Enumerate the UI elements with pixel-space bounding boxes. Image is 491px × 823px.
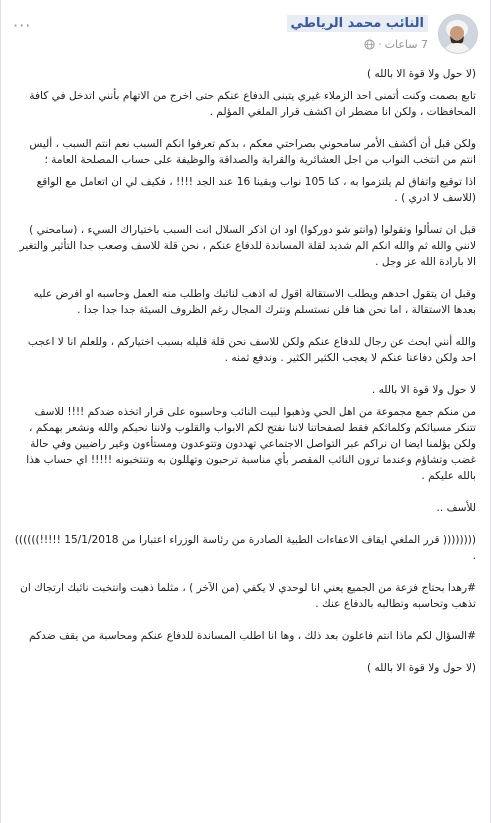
post-paragraph: وقبل ان يتقول احدهم ويطلب الاستقالة اقول له اذهب لنائبك واطلب منه العمل وحاسبه او افرض عليه بعدها الاستقالة ، اما نحن هنا فلن نستسلم ونترك المجال رغم الظروف السيئة جدا جدا جدا .: [33, 288, 476, 316]
avatar-image: [438, 15, 477, 54]
post-header: [13, 12, 478, 60]
author-avatar[interactable]: [438, 14, 478, 54]
post-paragraph: (لا حول ولا قوة الا بالله ): [366, 662, 476, 674]
post-paragraph: (((((((( قرر الملغي ايقاف الاعفاءات الطبية الصادرة من رئاسة الوزراء اعتبارا من 15/1/2018 !!!!!)))))) .: [14, 534, 476, 562]
post-paragraph: والله أنني ابحث عن رجال للدفاع عنكم ولكن للاسف نحن قلة قليله بسبب اختياركم ، وللعلم انا لا اعجب احد ولكن دفاعنا عنكم لا يعجب الكثير الكثير . وندفع ثمنه .: [27, 336, 476, 364]
post-text: [13, 66, 476, 682]
post-paragraph: اذا توقيع واتفاق لم يلتزموا به ، كنا 105 نواب وبقينا 16 عند الجد !!!! ، فكيف لي ان اتعامل مع الواقع (للاسف لا ادري ) .: [36, 176, 476, 204]
more-options-icon[interactable]: ···: [13, 16, 32, 35]
author-name-link[interactable]: النائب محمد الرياطي: [287, 15, 428, 32]
post-time[interactable]: 7 ساعات: [384, 38, 428, 51]
globe-icon: [364, 39, 375, 50]
post-paragraph: لا حول ولا قوة الا بالله .: [371, 384, 476, 396]
post-paragraph: تابع بصمت وكنت أتمنى احد الزملاء غيري يتبنى الدفاع عنكم حتى اخرج من الاتهام بأنني اتدخل في كافة المحافظات ، ولكن انا مضطر ان اكشف قرار الملغي المؤلم .: [29, 90, 476, 118]
post-paragraph: قبل ان تسألوا وتقولوا (وانتو شو دوركوا) اود ان اذكر السلال انت السبب باختياراك السيء ، (سامحني ) لانني والله ثم والله انكم الم شديد لقلة المساندة للدفاع عنكم ، نحن قلة للاسف وصعب جدا التأثير والتغير الا بارادة الله عز وجل .: [19, 224, 476, 268]
post-paragraph: (لا حول ولا قوة الا بالله ): [366, 68, 476, 80]
post-paragraph: من منكم جمع مجموعة من اهل الحي وذهبوا لبيت النائب وحاسبوه على قرار اتخذه ضدكم !!!! للاسف تتنكر مسبائكم وكلمائكم فقط لصفحاتنا لاننا نفتح لكم الابواب والقلوب ولاننا نحبكم والله ونشعر بهمكم ، ولكن يؤلمنا ايضا ان نراكم عبر التواصل الاجتماعي تهددون وتتوعدون ومستأءون وغير راضيين وفي حالة غضب وتشاؤم وعندما ترون النائب المقصر بأي مناسبة ترحبون وتهللون به وتنتخبونه !!!!! اي حساب هذا بالله عليكم .: [26, 406, 476, 482]
hashtag-paragraph: #رهدا بحتاج فزعة من الجميع يعني انا لوحدي لا يكفي (من الآخر ) ، مثلما ذهبت وانتخبت نائبك ارتجاك ان تذهب وتحاسبه وتطالبه بالدفاع عنك .: [20, 582, 476, 610]
hashtag-paragraph: #السؤال لكم ماذا انتم فاعلون بعد ذلك ، وها انا اطلب المساندة للدفاع عنكم ومحاسبة من يقف ضدكم: [29, 630, 476, 642]
post-paragraph: للأسف ..: [436, 502, 476, 514]
post-meta: 7 ساعات ·: [364, 38, 428, 51]
post-paragraph: ولكن قبل أن أكشف الأمر سامحوني بصراحتي معكم ، بدكم تعرفوا انكم السبب نعم انتم السبب ، أليس انتم من انتخب النواب من اجل العشائرية والقرابة والصداقة والوظيفة على حساب المصلحة العامة ؛: [29, 138, 476, 166]
